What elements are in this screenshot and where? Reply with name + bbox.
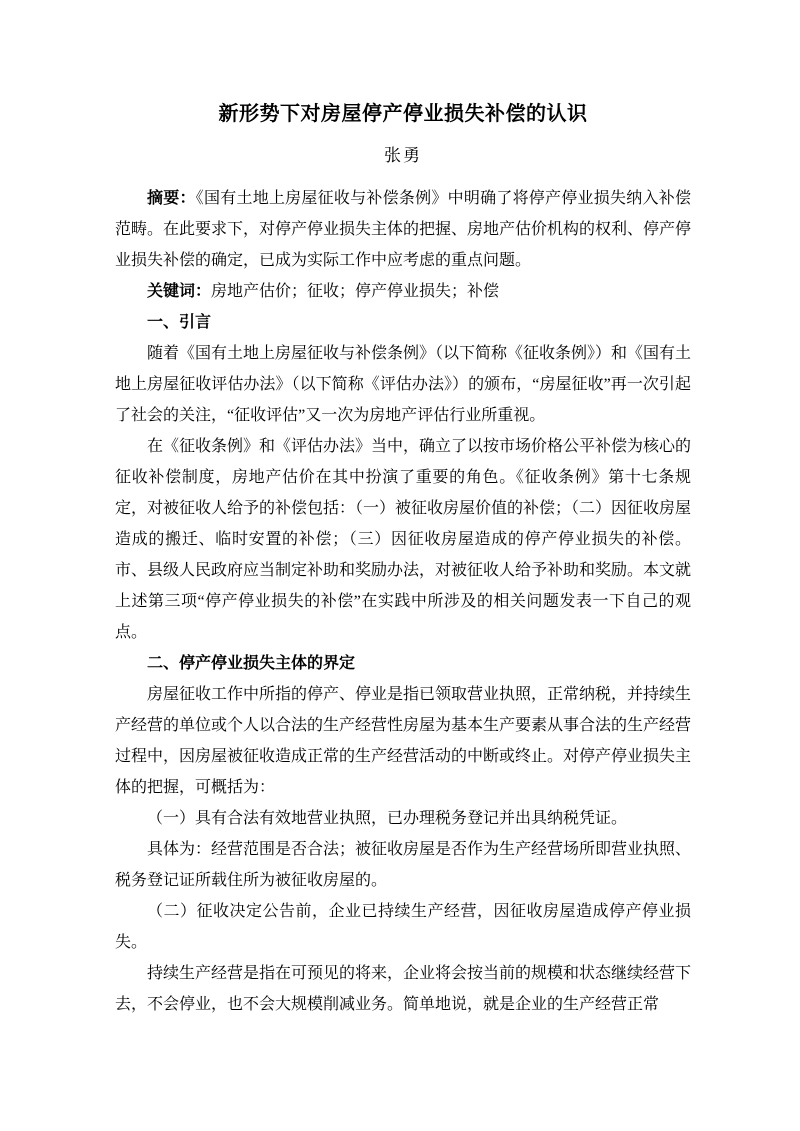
- keywords-label: 关键词：: [147, 283, 212, 300]
- abstract-label: 摘要：: [147, 190, 196, 207]
- paragraph: 随着《国有土地上房屋征收与补偿条例》（以下简称《征收条例》）和《国有土地上房屋征收评估办法》（以下简称《评估办法》）的颁布，“房屋征收”再一次引起了社会的关注，“征收评估”又一次为房地产评估行业所重视。: [115, 345, 692, 424]
- paper-title: 新形势下对房屋停产停业损失补偿的认识: [218, 103, 588, 125]
- paragraph: （一）具有合法有效地营业执照，已办理税务登记并出具纳税凭证。: [147, 810, 628, 827]
- paragraph: 持续生产经营是指在可预见的将来，企业将会按当前的规模和状态继续经营下去，不会停业，也不会大规模削减业务。简单地说，就是企业的生产经营正常: [115, 965, 692, 1013]
- paper-body: [115, 183, 691, 1020]
- section-heading-loss-subject-definition: 二、停产停业损失主体的界定: [147, 655, 356, 672]
- paragraph: 在《征收条例》和《评估办法》当中，确立了以按市场价格公平补偿为核心的征收补偿制度，房地产估价在其中扮演了重要的角色。《征收条例》第十七条规定，对被征收人给予的补偿包括：（一）被征收房屋价值的补偿；（二）因征收房屋造成的搬迁、临时安置的补偿；（三）因征收房屋造成的停产停业损失的补偿。市、县级人民政府应当制定补助和奖励办法，对被征收人给予补助和奖励。本文就上述第三项“停产停业损失的补偿”在实践中所涉及的相关问题发表一下自己的观点。: [115, 438, 692, 641]
- keywords-paragraph: [115, 276, 691, 307]
- paper-author: 张勇: [384, 146, 422, 165]
- paragraph: （二）征收决定公告前，企业已持续生产经营，因征收房屋造成停产停业损失。: [115, 903, 691, 951]
- keywords-text: 房地产估价；征收；停产停业损失；补偿: [211, 283, 500, 300]
- paragraph: 具体为：经营范围是否合法；被征收房屋是否作为生产经营场所即营业执照、税务登记证所载住所为被征收房屋的。: [115, 841, 692, 889]
- abstract-paragraph: [115, 183, 691, 276]
- section-heading-introduction: 一、引言: [147, 314, 212, 331]
- abstract-text: 《国有土地上房屋征收与补偿条例》中明确了将停产停业损失纳入补偿范畴。在此要求下，对停产停业损失主体的把握、房地产估价机构的权利、停产停业损失补偿的确定，已成为实际工作中应考虑的重点问题。: [115, 190, 692, 269]
- paragraph: 房屋征收工作中所指的停产、停业是指已领取营业执照，正常纳税，并持续生产经营的单位或个人以合法的生产经营性房屋为基本生产要素从事合法的生产经营过程中，因房屋被征收造成正常的生产经营活动的中断或终止。对停产停业损失主体的把握，可概括为：: [115, 686, 692, 796]
